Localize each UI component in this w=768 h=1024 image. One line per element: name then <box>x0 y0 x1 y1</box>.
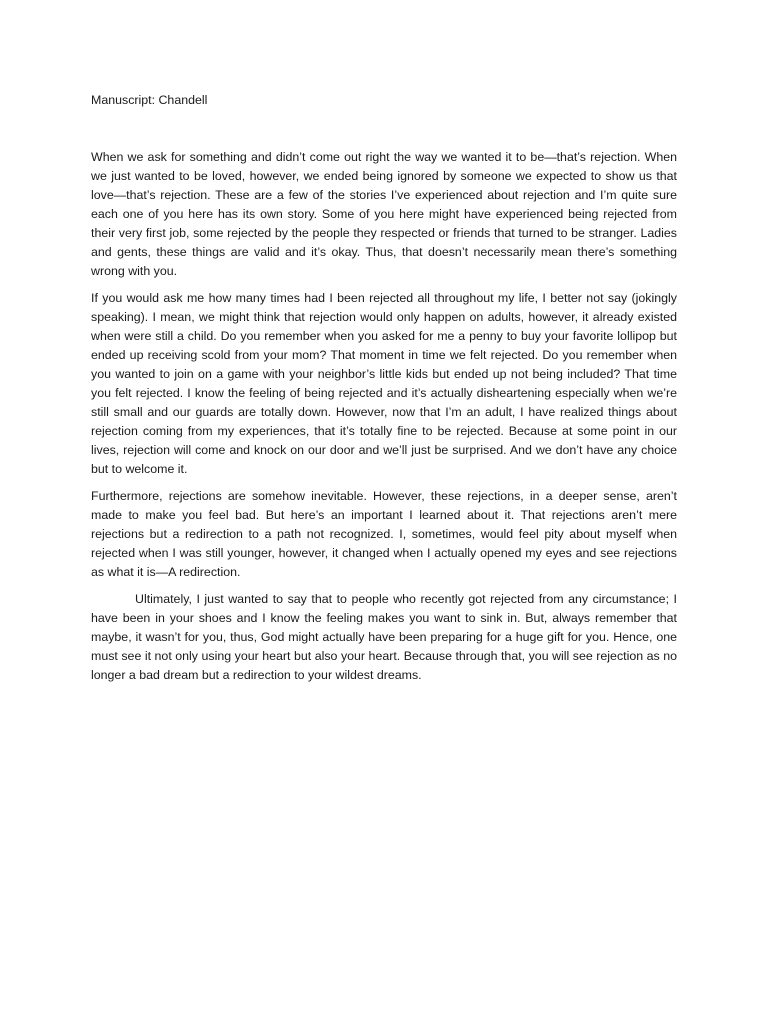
paragraph-1: When we ask for something and didn’t come out right the way we wanted it to be—that’s rejection. When we just wanted to be loved, however, we ended being ignored by someone we expected to show us that love—that’s rejection. These are a few of the stories I’ve experienced about rejection and I’m quite sure each one of you here has its own story. Some of you here might have experienced being rejected from their very first job, some rejected by the people they respected or friends that turned to be stranger. Ladies and gents, these things are valid and it’s okay. Thus, that doesn’t necessarily mean there’s something wrong with you. <box>91 150 677 278</box>
document-body <box>91 91 677 685</box>
manuscript-heading: Manuscript: Chandell <box>91 93 208 107</box>
paragraph-3: Furthermore, rejections are somehow inevitable. However, these rejections, in a deeper sense, aren’t made to make you feel bad. But here’s an important I learned about it. That rejections aren’t mere rejections but a redirection to a path not recognized. I, sometimes, would feel pity about myself when rejected when I was still younger, however, it changed when I actually opened my eyes and see rejections as what it is—A redirection. <box>91 489 677 579</box>
paragraph-4: Ultimately, I just wanted to say that to people who recently got rejected from any circumstance; I have been in your shoes and I know the feeling makes you want to sink in. But, always remember that maybe, it wasn’t for you, thus, God might actually have been preparing for a huge gift for you. Hence, one must see it not only using your heart but also your heart. Because through that, you will see rejection as no longer a bad dream but a redirection to your wildest dreams. <box>91 592 677 682</box>
paragraph-2: If you would ask me how many times had I been rejected all throughout my life, I better not say (jokingly speaking). I mean, we might think that rejection would only happen on adults, however, it already existed when were still a child. Do you remember when you asked for me a penny to buy your favorite lollipop but ended up receiving scold from your mom? That moment in time we felt rejected. Do you remember when you wanted to join on a game with your neighbor’s little kids but ended up not being included? That time you felt rejected. I know the feeling of being rejected and it’s actually disheartening especially when we’re still small and our guards are totally down. However, now that I’m an adult, I have realized things about rejection coming from my experiences, that it’s totally fine to be rejected. Because at some point in our lives, rejection will come and knock on our door and we’ll just be surprised. And we don’t have any choice but to welcome it. <box>91 291 677 476</box>
